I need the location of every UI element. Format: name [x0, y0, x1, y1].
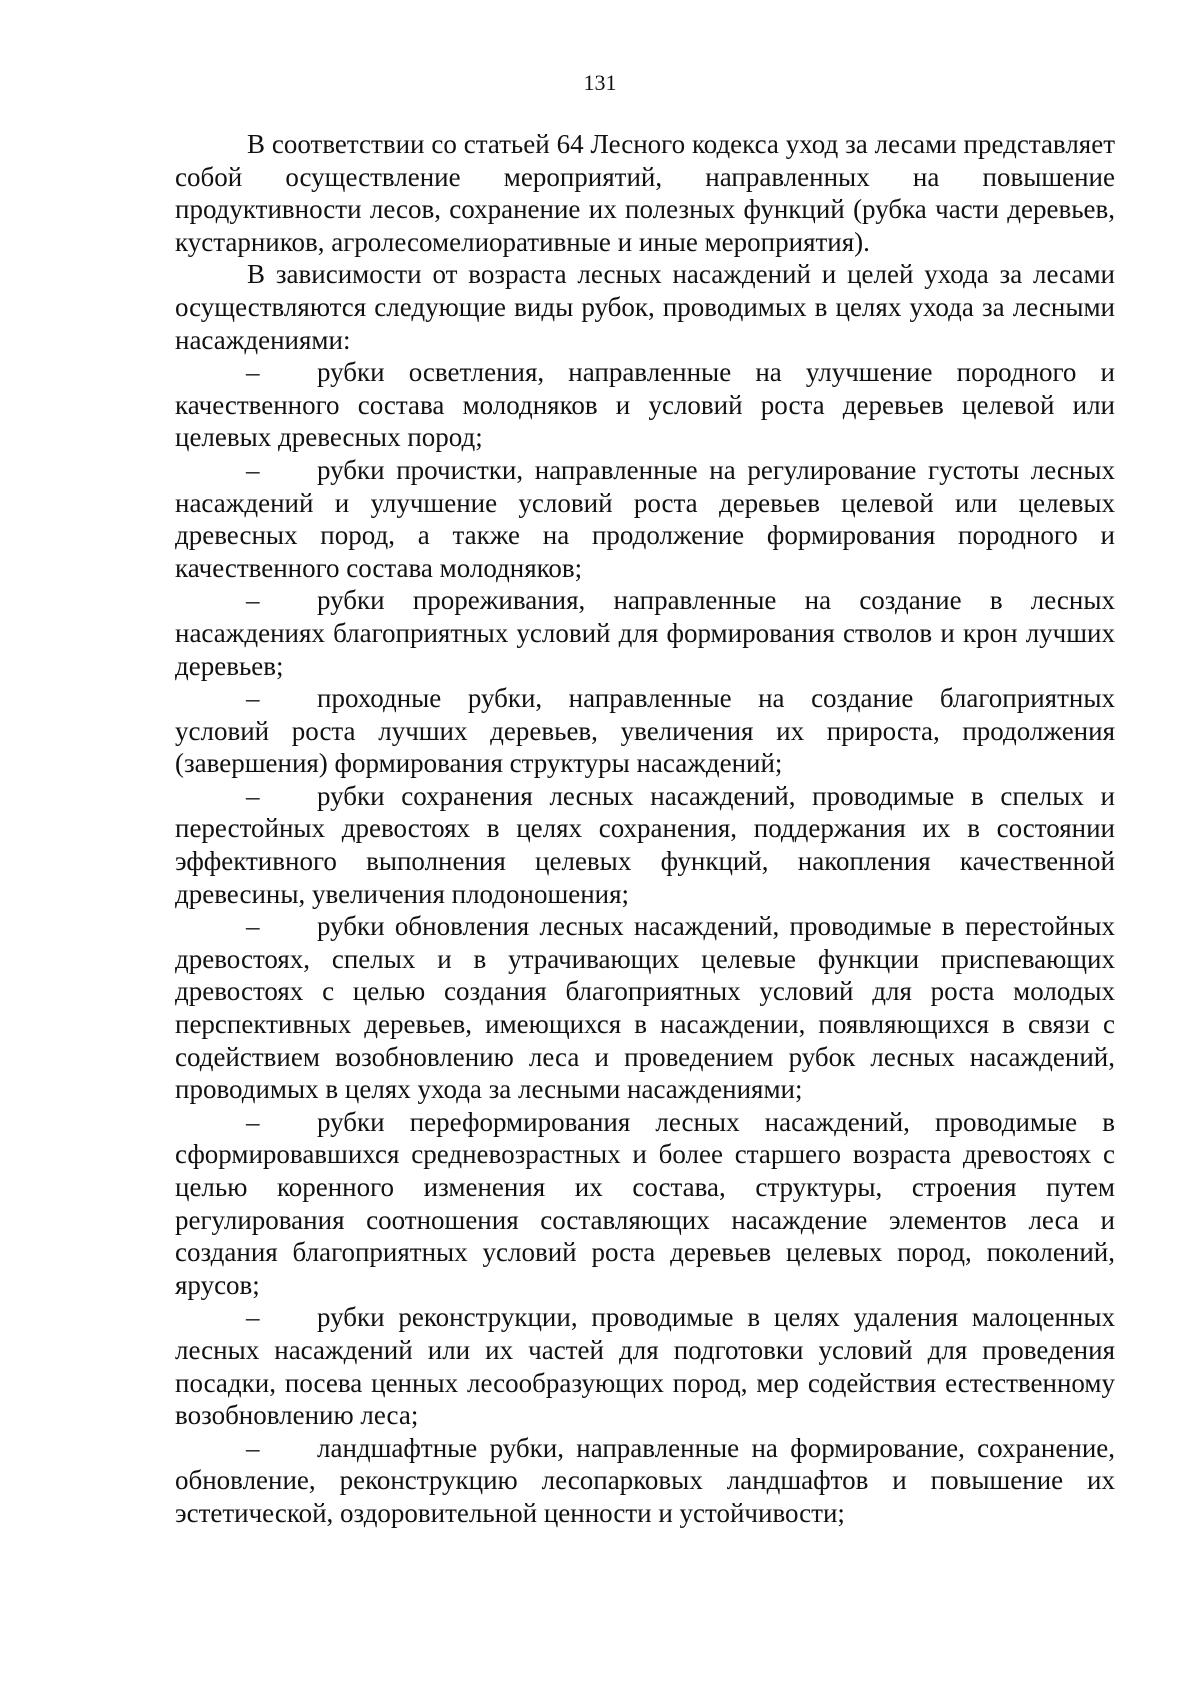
- list-item: [175, 780, 1115, 910]
- list-item: [175, 356, 1115, 454]
- list-dash: –: [246, 1432, 260, 1463]
- list-item: [175, 1106, 1115, 1302]
- list-dash: –: [246, 911, 260, 942]
- list-item-text: ландшафтные рубки, направленные на формирование, сохранение, обновление, реконструкцию лесопарковых ландшафтов и повышение их эстетической, оздоровительной ценности и устойчивости;: [175, 1432, 1115, 1528]
- paragraph: В зависимости от возраста лесных насаждений и целей ухода за лесами осуществляются следующие виды рубок, проводимых в целях ухода за лесными насаждениями:: [175, 259, 1115, 355]
- list-item-text: проходные рубки, направленные на создание благоприятных условий роста лучших деревьев, увеличения их прироста, продолжения (завершения) формирования структуры насаждений;: [175, 683, 1115, 779]
- document-body: [175, 128, 1115, 1530]
- list-dash: –: [246, 454, 260, 485]
- list-dash: –: [246, 1106, 260, 1137]
- page-number: 131: [583, 70, 617, 95]
- list-item: [175, 454, 1115, 584]
- list-item: [175, 910, 1115, 1106]
- list-dash: –: [246, 585, 260, 616]
- list-dash: –: [246, 357, 260, 388]
- list-item: [175, 682, 1115, 780]
- list-item-text: рубки прореживания, направленные на создание в лесных насаждениях благоприятных условий для формирования стволов и крон лучших деревьев;: [175, 585, 1115, 681]
- list-item-text: рубки обновления лесных насаждений, проводимые в перестойных древостоях, спелых и в утрачивающих целевые функции приспевающих древостоях с целью создания благоприятных условий для роста молодых перспективных деревьев, имеющихся в насаждении, появляющихся в связи с содействием возобновлению леса и проведением рубок лесных насаждений, проводимых в целях ухода за лесными насаждениями;: [175, 911, 1115, 1105]
- list-item-text: рубки осветления, направленные на улучшение породного и качественного состава молодняков и условий роста деревьев целевой или целевых древесных пород;: [175, 357, 1115, 453]
- list-dash: –: [246, 780, 260, 811]
- paragraph: В соответствии со статьей 64 Лесного кодекса уход за лесами представляет собой осуществление мероприятий, направленных на повышение продуктивности лесов, сохранение их полезных функций (рубка части деревьев, кустарников, агролесомелиоративные и иные мероприятия).: [175, 129, 1115, 257]
- list-item-text: рубки реконструкции, проводимые в целях удаления малоценных лесных насаждений или их частей для подготовки условий для проведения посадки, посева ценных лесообразующих пород, мер содействия естественному возобновлению леса;: [175, 1302, 1115, 1431]
- list-dash: –: [246, 1302, 260, 1333]
- list-item-text: рубки переформирования лесных насаждений, проводимые в сформировавшихся средневозрастных и более старшего возраста древостоях с целью коренного изменения их состава, структуры, строения путем регулирования соотношения составляющих насаждение элементов леса и создания благоприятных условий роста деревьев целевых пород, поколений, ярусов;: [175, 1106, 1115, 1300]
- list-item-text: рубки прочистки, направленные на регулирование густоты лесных насаждений и улучшение условий роста деревьев целевой или целевых древесных пород, а также на продолжение формирования породного и качественного состава молодняков;: [175, 454, 1115, 583]
- list-item: [175, 1301, 1115, 1431]
- list-item-text: рубки сохранения лесных насаждений, проводимые в спелых и перестойных древостоях в целях сохранения, поддержания их в состоянии эффективного выполнения целевых функций, накопления качественной древесины, увеличения плодоношения;: [175, 780, 1115, 909]
- list-item: [175, 584, 1115, 682]
- list-dash: –: [246, 683, 260, 714]
- list-item: [175, 1432, 1115, 1530]
